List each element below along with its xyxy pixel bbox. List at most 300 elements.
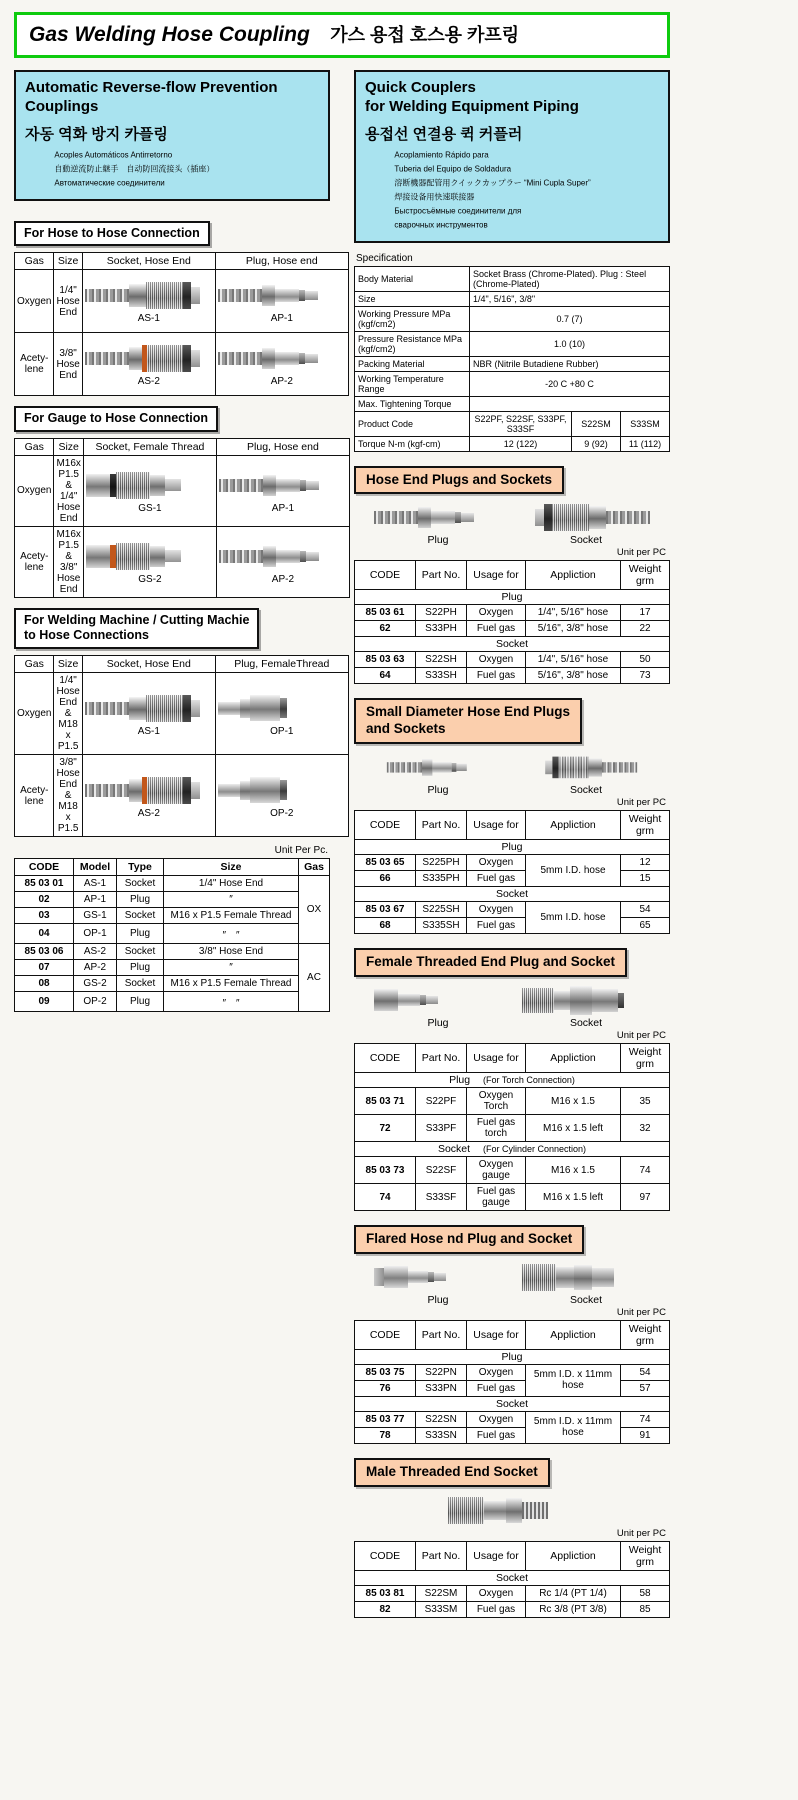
cell-gas: Acety-lene [15,333,54,396]
cell-code: 85 03 75 [355,1364,416,1380]
col-application: Appliction [526,1044,621,1073]
male-threaded-socket-image [448,1493,576,1527]
cell-code: 85 03 65 [355,855,416,871]
spec-value: S33SM [621,411,670,436]
cell-socket-image [82,673,215,755]
table-row [355,621,670,637]
cell-usage: Fuel gas [467,1427,526,1443]
col-plug: Plug, FemaleThread [215,656,348,673]
group-row [355,840,670,855]
model-label: OP-2 [270,807,294,819]
cell-gas: Acety-lene [15,526,54,597]
socket-caption: Socket [569,1017,603,1029]
socket-caption: Socket [569,534,603,547]
cell-size: M16 x P1.5 Female Thread [164,908,299,924]
plug-figure [374,983,502,1029]
model-label: AP-2 [271,573,295,585]
table-row [15,960,330,976]
cell-usage: Fuel gas [467,871,526,887]
group-label: Socket [355,887,670,902]
section-label-line2: to Hose Connections [24,628,150,643]
cell-gas: Oxygen [15,455,54,526]
cell-model: OP-1 [74,924,117,944]
cell-weight: 54 [621,1364,670,1380]
male-threaded-images [354,1493,670,1527]
cell-application: 5mm I.D. x 11mm hose [526,1364,621,1396]
cell-weight: 32 [621,1115,670,1142]
cell-model: AS-1 [74,876,117,892]
cell-usage: Oxygen [467,855,526,871]
cell-gas: Acety-lene [15,755,54,837]
cell-application: M16 x 1.5 left [526,1115,621,1142]
col-code: CODE [355,811,416,840]
col-size: Size [54,253,82,270]
socket-caption: Socket [569,784,603,797]
cell-size: 1/4" Hose End [164,876,299,892]
spec-row-product-code [355,411,670,436]
table-row [355,668,670,684]
cell-code: 76 [355,1380,416,1396]
plug-figure [374,500,502,546]
model-label: AP-1 [271,502,295,514]
cell-application: 1/4", 5/16" hose [526,652,621,668]
spec-label: Working Temperature Range [355,371,470,396]
female-threaded-table [354,1043,670,1211]
cell-code: 85 03 61 [355,605,416,621]
header-row [15,438,350,455]
col-code: CODE [355,1541,416,1570]
cell-usage: Oxygen Torch [467,1088,526,1115]
col-part-no: Part No. [416,561,467,590]
model-label: OP-1 [270,725,294,737]
table-row [355,871,670,887]
cell-weight: 65 [621,918,670,934]
cell-usage: Fuel gas [467,668,526,684]
cell-gas-group: OX [299,876,330,944]
cell-code: 85 03 06 [15,944,74,960]
cell-size: ″ ″ [164,992,299,1012]
plug-figure [374,750,502,796]
cell-part-no: S22SH [416,652,467,668]
spec-value: Socket Brass (Chrome-Plated). Plug : Steel (Chrome-Plated) [470,266,670,291]
section-label-welding-machine [14,608,259,649]
cell-code: 02 [15,892,74,908]
cell-code: 85 03 71 [355,1088,416,1115]
model-label: AS-1 [137,725,160,737]
cell-gas: Oxygen [15,270,54,333]
right-intro-russian-1: Быстросъёмные соединители для [394,206,522,216]
socket-figure [522,983,650,1029]
group-row [355,1349,670,1364]
cell-weight: 17 [621,605,670,621]
cell-weight: 58 [621,1585,670,1601]
group-row [355,1396,670,1411]
col-application: Appliction [526,811,621,840]
cell-weight: 50 [621,652,670,668]
cell-usage: Oxygen [467,1585,526,1601]
cell-code: 68 [355,918,416,934]
cell-part-no: S22SM [416,1585,467,1601]
plug-caption: Plug [427,784,449,797]
col-usage: Usage for [467,561,526,590]
section-title-male-threaded: Male Threaded End Socket [354,1458,550,1487]
cell-model: GS-2 [74,976,117,992]
table-row [355,918,670,934]
small-diameter-images [354,750,670,796]
cell-part-no: S33SF [416,1184,467,1211]
cell-code: 85 03 63 [355,652,416,668]
col-part-no: Part No. [416,811,467,840]
cell-model: OP-2 [74,992,117,1012]
spec-row [355,291,670,306]
col-application: Appliction [526,1541,621,1570]
col-weight: Weight grm [621,1320,670,1349]
spec-row [355,396,670,411]
cell-part-no: S225PH [416,855,467,871]
cell-gas-group: AC [299,944,330,1012]
cell-type: Plug [117,992,164,1012]
section-title-hose-end: Hose End Plugs and Sockets [354,466,564,495]
model-label: AP-1 [270,313,293,325]
header-row [15,656,349,673]
cell-application: Rc 3/8 (PT 3/8) [526,1601,621,1617]
table-row [355,1184,670,1211]
female-threaded-images [354,983,670,1029]
cell-gas: Oxygen [15,673,54,755]
spec-value [470,396,670,411]
header-row [355,1541,670,1570]
col-type: Type [117,859,164,876]
table-row [355,1427,670,1443]
unit-note: Unit Per Pc. [274,845,328,856]
flared-hose-images [354,1260,670,1306]
cell-size: M16x P1.5 & 1/4" Hose End [54,455,83,526]
cell-part-no: S33SN [416,1427,467,1443]
hose-to-hose-table [14,252,349,396]
cell-weight: 74 [621,1157,670,1184]
right-intro-spanish-1: Acoplamiento Rápido para [394,150,489,160]
spec-row [355,331,670,356]
cell-part-no: S33PN [416,1380,467,1396]
cell-application: 1/4", 5/16" hose [526,605,621,621]
spec-value: 1.0 (10) [470,331,670,356]
col-gas: Gas [15,438,54,455]
col-size: Size [54,438,83,455]
coupling-image-as-1 [85,691,213,725]
spec-label: Product Code [355,411,470,436]
cell-usage: Fuel gas [467,1380,526,1396]
unit-per-pc-note: Unit per PC [616,1030,666,1041]
col-code: CODE [355,1044,416,1073]
table-row [355,855,670,871]
page-title: Gas Welding Hose Coupling [29,23,310,46]
coupling-image-op-1 [218,691,346,725]
cell-part-no: S225SH [416,902,467,918]
cell-part-no: S33PF [416,1115,467,1142]
right-intro-title-line2: for Welding Equipment Piping [365,97,579,115]
page-title-korean: 가스 용접 호스용 카프링 [330,25,520,45]
col-plug: Plug, Hose end [215,253,348,270]
cell-weight: 74 [621,1411,670,1427]
table-row [15,892,330,908]
cell-code: 04 [15,924,74,944]
col-plug: Plug, Hose end [216,438,349,455]
col-gas: Gas [15,253,54,270]
spec-value: NBR (Nitrile Butadiene Rubber) [470,356,670,371]
cell-usage: Oxygen [467,605,526,621]
col-weight: Weight grm [621,811,670,840]
spec-value: S22SM [572,411,621,436]
cell-plug-image [215,755,348,837]
group-row [355,590,670,605]
cell-weight: 12 [621,855,670,871]
cell-application: Rc 1/4 (PT 1/4) [526,1585,621,1601]
col-part-no: Part No. [416,1044,467,1073]
cell-part-no: S33SM [416,1601,467,1617]
cell-size: 1/4" Hose End & M18 x P1.5 [54,673,82,755]
cell-size: 3/8" Hose End & M18 x P1.5 [54,755,82,837]
cell-code: 66 [355,871,416,887]
plug-caption: Plug [427,534,449,547]
cell-type: Socket [117,908,164,924]
section-title-line1: Small Diameter Hose End Plugs [366,704,571,720]
cell-code: 85 03 77 [355,1411,416,1427]
table-row [355,1585,670,1601]
section-title-small-diameter [354,698,582,744]
section-label-hose-to-hose: For Hose to Hose Connection [14,221,210,247]
cell-type: Plug [117,892,164,908]
cell-code: 78 [355,1427,416,1443]
table-row [15,270,349,333]
table-row [15,924,330,944]
table-row [355,902,670,918]
section-label-gauge-to-hose: For Gauge to Hose Connection [14,406,218,432]
cell-socket-image [83,455,216,526]
unit-per-pc-note: Unit per PC [616,1306,666,1318]
cell-usage: Fuel gas [467,621,526,637]
col-application: Appliction [526,1320,621,1349]
spec-value: 11 (112) [621,436,670,451]
cell-size: 3/8" Hose End [54,333,82,396]
group-label: Plug [355,840,670,855]
spec-value: -20 C +80 C [470,371,670,396]
coupling-image-ap-2 [219,539,347,573]
table-row [15,526,350,597]
flared-hose-table [354,1320,670,1444]
table-row [15,876,330,892]
hose-end-table [354,560,670,684]
cell-code: 09 [15,992,74,1012]
col-part-no: Part No. [416,1541,467,1570]
col-code: CODE [15,859,74,876]
spec-row [355,266,670,291]
spec-label: Body Material [355,266,470,291]
cell-socket-image [82,270,215,333]
col-usage: Usage for [467,1320,526,1349]
header-row [355,561,670,590]
left-intro-spanish: Acoples Automáticos Antirretorno [54,150,173,160]
cell-application: M16 x 1.5 [526,1157,621,1184]
order-code-table [14,858,330,1012]
cell-part-no: S335SH [416,918,467,934]
col-size: Size [54,656,82,673]
cell-usage: Oxygen [467,1364,526,1380]
specification-caption: Specification [356,252,413,264]
flared-socket-image [522,1260,650,1294]
unit-per-pc-note: Unit per PC [616,1527,666,1539]
coupling-image-as-2 [85,341,213,375]
cell-type: Socket [117,944,164,960]
small-socket-image [535,754,637,781]
group-label: Socket [355,637,670,652]
welding-machine-table [14,655,349,837]
hose-end-images [354,500,670,546]
table-row [15,992,330,1012]
cell-size: ″ [164,892,299,908]
cell-usage: Fuel gas torch [467,1115,526,1142]
right-intro-box [354,70,670,243]
cell-code: 85 03 01 [15,876,74,892]
table-row [355,1411,670,1427]
cell-code: 07 [15,960,74,976]
cell-part-no: S22SN [416,1411,467,1427]
header-row [355,1320,670,1349]
coupling-image-as-1 [85,278,213,312]
left-intro-russian: Автоматические соединители [54,178,165,188]
specification-table [354,266,670,452]
table-row [355,1115,670,1142]
left-intro-title-line2: Couplings [25,97,99,115]
left-intro-ja-zh: 自動逆流防止継手 自动防回流接头（插座） [54,164,215,174]
table-row [355,1380,670,1396]
spec-row [355,306,670,331]
spec-label: Pressure Resistance MPa (kgf/cm2) [355,331,470,356]
table-row [355,1601,670,1617]
spec-row [355,371,670,396]
left-intro-title-line1: Automatic Reverse-flow Prevention [25,79,278,96]
right-intro-spanish-2: Tuberia del Equipo de Soldadura [394,164,512,174]
hose-end-plug-image [374,500,502,534]
spec-label: Size [355,291,470,306]
cell-socket-image [82,333,215,396]
table-row [355,605,670,621]
model-label: AS-2 [137,807,160,819]
socket-figure [522,750,650,796]
col-weight: Weight grm [621,561,670,590]
coupling-image-gs-2 [86,539,214,573]
cell-code: 72 [355,1115,416,1142]
cell-usage: Oxygen [467,652,526,668]
cell-usage: Oxygen [467,902,526,918]
model-label: GS-1 [138,502,162,514]
col-usage: Usage for [467,811,526,840]
col-size: Size [164,859,299,876]
table-row [355,652,670,668]
col-weight: Weight grm [621,1541,670,1570]
col-application: Appliction [526,561,621,590]
cell-plug-image [215,270,348,333]
model-label: AS-2 [137,376,160,388]
cell-application: 5mm I.D. hose [526,902,621,934]
cell-size: M16x P1.5 & 3/8" Hose End [54,526,83,597]
socket-figure [522,1260,650,1306]
small-plug-image [387,754,489,781]
group-label: Plug [449,1074,471,1086]
cell-weight: 22 [621,621,670,637]
group-note: (For Torch Connection) [483,1075,575,1085]
cell-code: 85 03 73 [355,1157,416,1184]
cell-model: AP-1 [74,892,117,908]
cell-plug-image [216,526,349,597]
coupling-image-ap-1 [218,278,346,312]
group-note: (For Cylinder Connection) [482,1144,587,1154]
cell-weight: 97 [621,1184,670,1211]
left-intro-korean: 자동 역화 방지 카플링 [25,125,168,143]
left-intro-box [14,70,330,201]
cell-application: 5/16", 3/8" hose [526,621,621,637]
small-diameter-table [354,810,670,934]
cell-usage: Oxygen gauge [467,1157,526,1184]
header-row [355,1044,670,1073]
model-label: GS-2 [138,573,162,585]
table-row [15,755,349,837]
cell-usage: Oxygen [467,1411,526,1427]
cell-application: M16 x 1.5 [526,1088,621,1115]
spec-label: Packing Material [355,356,470,371]
page-title-banner [14,12,670,58]
table-row [355,1088,670,1115]
table-row [15,455,350,526]
col-socket: Socket, Hose End [82,253,215,270]
cell-model: AS-2 [74,944,117,960]
spec-value: 1/4", 5/16", 3/8" [470,291,670,306]
col-weight: Weight grm [621,1044,670,1073]
cell-size: 1/4" Hose End [54,270,82,333]
cell-weight: 54 [621,902,670,918]
model-label: AS-1 [137,313,160,325]
cell-code: 74 [355,1184,416,1211]
header-row [355,811,670,840]
group-row [355,1073,670,1088]
left-column [14,70,330,1012]
cell-plug-image [215,673,348,755]
spec-row [355,356,670,371]
spec-label: Torque N-m (kgf-cm) [355,436,470,451]
spec-label: Working Pressure MPa (kgf/cm2) [355,306,470,331]
cell-model: AP-2 [74,960,117,976]
table-row [15,333,349,396]
section-title-female-threaded: Female Threaded End Plug and Socket [354,948,627,977]
female-threaded-socket-image [522,983,650,1017]
group-row [355,887,670,902]
cell-size: ″ [164,960,299,976]
col-usage: Usage for [467,1044,526,1073]
cell-weight: 35 [621,1088,670,1115]
cell-usage: Fuel gas [467,918,526,934]
cell-code: 64 [355,668,416,684]
cell-part-no: S335PH [416,871,467,887]
cell-application: M16 x 1.5 left [526,1184,621,1211]
header-row [15,253,349,270]
plug-caption: Plug [427,1293,449,1306]
cell-part-no: S22PH [416,605,467,621]
cell-code: 85 03 81 [355,1585,416,1601]
col-gas: Gas [299,859,330,876]
cell-size: 3/8" Hose End [164,944,299,960]
section-label-line1: For Welding Machine / Cutting Machie [24,612,250,627]
col-code: CODE [355,561,416,590]
table-row [15,908,330,924]
